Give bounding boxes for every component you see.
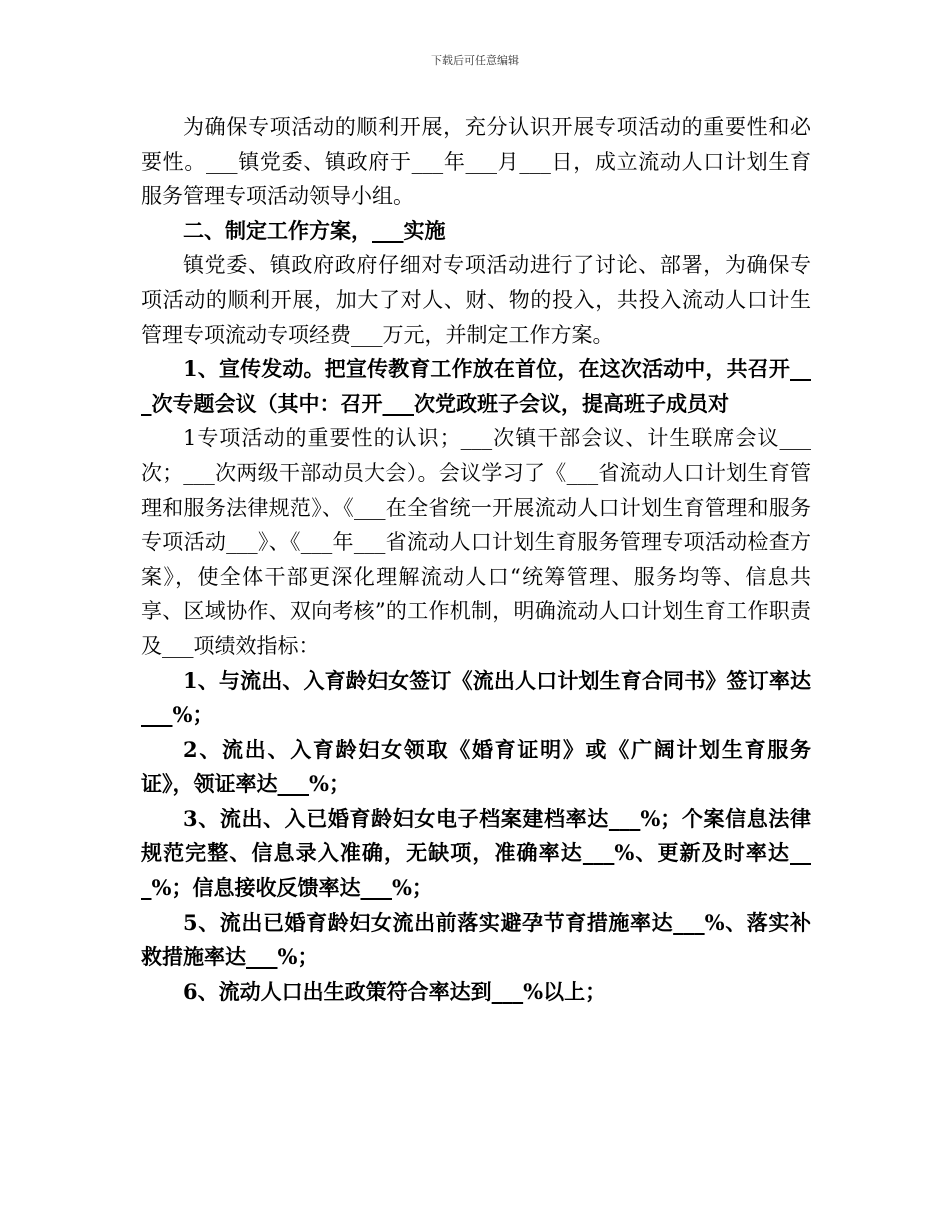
indicator-item-3: 3、流出、入已婚育龄妇女电子档案建档率达___%；个案信息法律规范完整、信息录入准确，无缺项，准确率达___%、更新及时率达___%；信息接收反馈率达___%； bbox=[141, 805, 811, 901]
paragraph-publicity: 1、宣传发动。把宣传教育工作放在首位，在这次活动中，共召开___次专题会议（其中：召开___次党政班子会议，提高班子成员对 bbox=[141, 356, 811, 416]
indicator-item-1: 1、与流出、入育龄妇女签订《流出人口计划生育合同书》签订率达___%； bbox=[141, 667, 811, 728]
indicator-item-2: 2、流出、入育龄妇女领取《婚育证明》或《广阔计划生育服务证》，领证率达___%； bbox=[141, 736, 811, 797]
paragraph-meetings: 1专项活动的重要性的认识；___次镇干部会议、计生联席会议___次；___次两级干部动员大会）。会议学习了《___省流动人口计划生育管理和服务法律规范》、《___在全省统一开展流动人口计划生育管理和服务专项活动___》、《___年___省流动人口计划生育服务管理专项活动检查方案》，使全体干部更深化理解流动人口“统筹管理、服务均等、信息共享、区域协作、双向考核”的工作机制，明确流动人口计划生育工作职责及___项绩效指标： bbox=[141, 426, 811, 658]
indicator-item-6: 6、流动人口出生政策符合率达到___%以上； bbox=[183, 978, 607, 1004]
section-heading-work-plan: 二、制定工作方案，___实施 bbox=[183, 217, 446, 243]
indicator-item-5: 5、流出已婚育龄妇女流出前落实避孕节育措施率达___%、落实补救措施率达___%； bbox=[141, 909, 811, 970]
page-header-note: 下载后可任意编辑 bbox=[431, 54, 519, 67]
paragraph-leadership-group: 为确保专项活动的顺利开展，充分认识开展专项活动的重要性和必要性。___镇党委、镇政府于___年___月___日，成立流动人口计划生育服务管理专项活动领导小组。 bbox=[141, 115, 811, 209]
document-body bbox=[141, 110, 811, 1009]
paragraph-deployment: 镇党委、镇政府政府仔细对专项活动进行了讨论、部署，为确保专项活动的顺利开展，加大了对人、财、物的投入，共投入流动人口计生管理专项流动专项经费___万元，并制定工作方案。 bbox=[141, 253, 811, 347]
